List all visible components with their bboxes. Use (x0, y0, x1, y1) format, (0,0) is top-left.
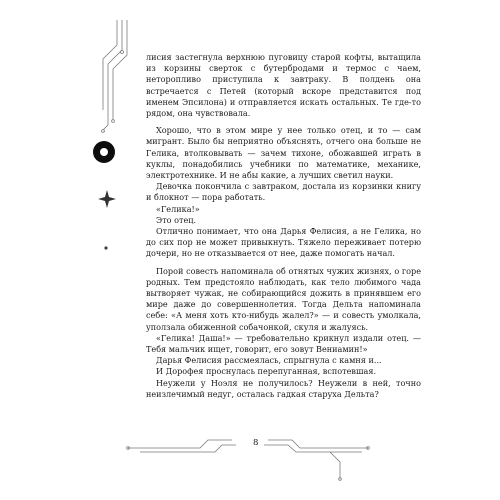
sparkle-star-icon (98, 190, 116, 208)
paragraph: Порой совесть напоминала об отнятых чужих жизнях, о горе родных. Тем предстояло наблюдать, как тело любимого чада вытворяет чужак, не собирающийся дожить в принявшем его мире даже до совершеннолетия. Тогда Дельта напоминала себе: «А меня хоть кто-нибудь жалел?» — и совесть умолкала, уползала обиженной собачонкой, скуля и жалуясь. (146, 265, 421, 332)
paragraph: И Дорофея проснулась перепуганная, вспотевшая. (156, 366, 377, 377)
paragraph: Хорошо, что в этом мире у нее только отец, и то — сам мигрант. Было бы неприятно объяснять, отчего она больше не Гелика, втолковывать — зачем тихоне, обожавшей играть в куклы, понадобились учебники по математике, механике, электротехнике. И не абы какие, а лучших светил науки. (146, 125, 421, 181)
paragraph: Отлично понимает, что она Дарья Фелисия, а не Гелика, но до сих пор не может привыкнуть. Тяжело переживает потерю дочери, но не отказывается от нее, даже помогать начал. (146, 226, 421, 259)
paragraph: Девочка покончила с завтраком, достала из корзинки книгу и блокнот — пора работать. (146, 181, 421, 203)
paragraph: Дарья Фелисия рассмеялась, спрыгнула с камня и... (156, 355, 382, 366)
paragraph: «Гелика!» (156, 203, 200, 214)
page-number: 8 (253, 438, 259, 448)
paragraph: лисия застегнула верхнюю пуговицу старой кофты, вытащила из корзины сверток с бутербродами и термос с чаем, неторопливо приступила к завтраку. В полдень она встречается с Петей (который вскоре представится под именем Эпсилона) и отправляется искать остальных. Те где-то рядом, она чувствовала. (146, 52, 421, 119)
dot-node-icon (104, 246, 107, 249)
paragraph: Неужели у Ноэля не получилось? Неужели в ней, точно неизлечимый недуг, осталась гадкая старуха Дельта? (146, 377, 421, 399)
paragraph: «Гелика! Даша!» — требовательно крикнул издали отец. — Тебя мальчик ищет, говорит, его зовут Вениамин!» (146, 332, 421, 355)
black-disc-icon (93, 141, 115, 163)
body-text (146, 52, 421, 400)
paragraph: Это отец. (156, 214, 197, 225)
